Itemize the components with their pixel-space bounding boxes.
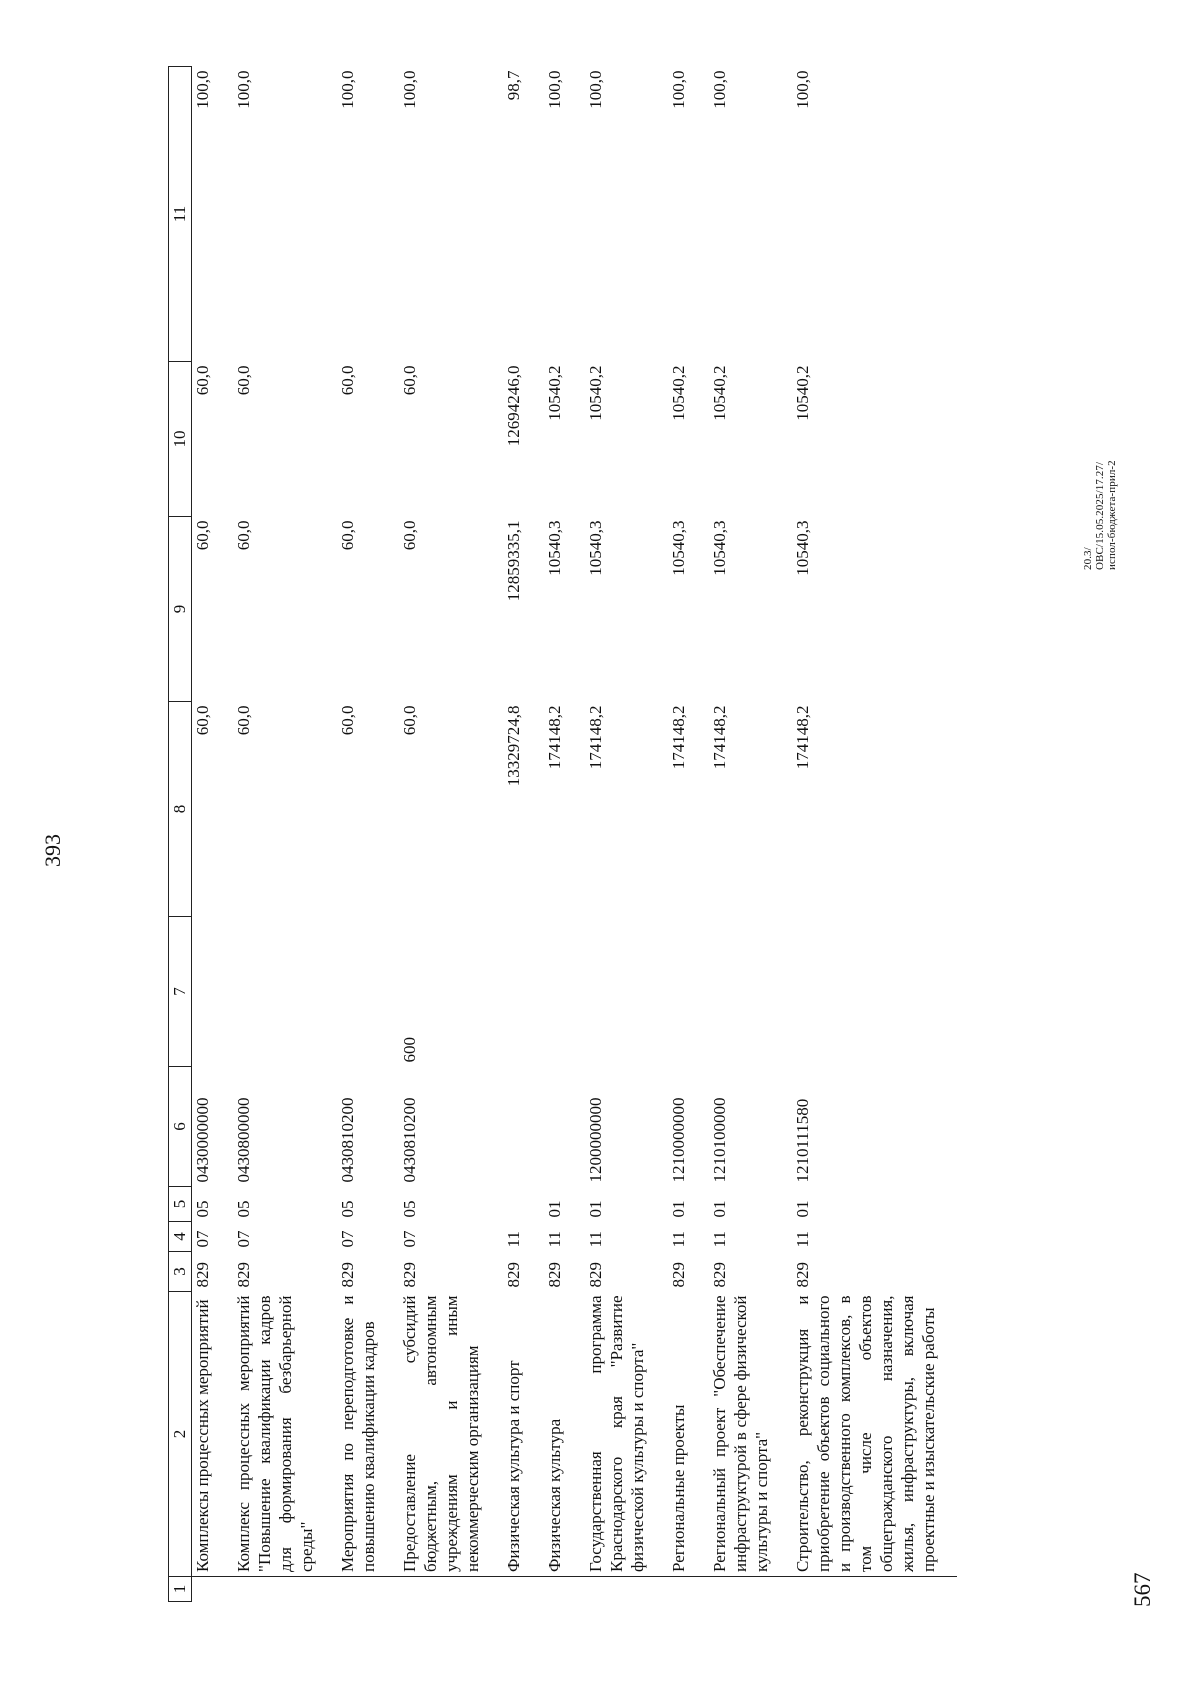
- column-header-11: 11: [169, 67, 192, 362]
- cell-rz: 07: [400, 1230, 419, 1248]
- column-header-9: 9: [169, 517, 192, 702]
- cell-csr: 0430000000: [193, 1097, 212, 1183]
- cell-vr: [666, 917, 707, 1067]
- table-row: [397, 67, 501, 1602]
- cell-ved: 829: [710, 1262, 729, 1288]
- cell-rz: 11: [545, 1231, 564, 1248]
- column-header-10: 10: [169, 362, 192, 517]
- table-row: [583, 67, 666, 1602]
- cell-approved: 174148,2: [793, 705, 812, 770]
- table-row: [790, 67, 957, 1602]
- cell-approved: 60,0: [400, 705, 419, 736]
- cell-ved: 829: [504, 1262, 523, 1288]
- cell-csr: 0430800000: [234, 1097, 253, 1183]
- table-header: [169, 67, 192, 1602]
- cell-ved: 829: [793, 1262, 812, 1288]
- cell-vr: [335, 917, 397, 1067]
- column-header-3: 3: [169, 1252, 192, 1292]
- cell-plan: 10540,3: [710, 520, 729, 576]
- cell-percent: 100,0: [193, 70, 212, 109]
- cell-approved: 174148,2: [669, 705, 688, 770]
- cell-approved: 60,0: [193, 705, 212, 736]
- cell-percent: 100,0: [710, 70, 729, 109]
- cell-vr: [192, 917, 232, 1067]
- column-header-7: 7: [169, 917, 192, 1067]
- cell-csr: [501, 1067, 542, 1187]
- budget-table: [168, 66, 957, 1602]
- table-body: [192, 67, 958, 1602]
- cell-plan: 10540,3: [545, 520, 564, 576]
- cell-col1: [397, 1577, 501, 1602]
- cell-ved: 829: [400, 1262, 419, 1288]
- cell-pr: 01: [710, 1200, 729, 1218]
- page-number-bottom: 567: [1130, 1572, 1155, 1607]
- cell-percent: 100,0: [586, 70, 605, 109]
- cell-name: Комплекс процессных мероприятий "Повышение квалификации кадров для формирования безбарьерной среды": [231, 1292, 335, 1577]
- cell-pr: [501, 1187, 542, 1222]
- cell-pr: 01: [545, 1200, 564, 1218]
- cell-pr: 01: [669, 1200, 688, 1218]
- cell-ved: 829: [669, 1262, 688, 1288]
- table-row: [707, 67, 790, 1602]
- cell-approved: 13329724,8: [504, 705, 523, 787]
- cell-executed: 10540,2: [710, 365, 729, 421]
- cell-csr: 0430810200: [400, 1097, 419, 1183]
- cell-approved: 174148,2: [545, 705, 564, 770]
- cell-rz: 11: [793, 1231, 812, 1248]
- cell-ved: 829: [545, 1262, 564, 1288]
- cell-vr: [231, 917, 335, 1067]
- cell-rz: 07: [193, 1230, 212, 1248]
- table-row: [542, 67, 583, 1602]
- cell-pr: 05: [338, 1200, 357, 1218]
- cell-vr: [790, 917, 957, 1067]
- column-header-5: 5: [169, 1187, 192, 1222]
- cell-ved: 829: [586, 1262, 605, 1288]
- column-header-2: 2: [169, 1292, 192, 1577]
- cell-name: Физическая культура: [542, 1292, 583, 1577]
- cell-name: Государственная программа Краснодарского края "Развитие физической культуры и спорта": [583, 1292, 666, 1577]
- cell-pr: 05: [400, 1200, 419, 1218]
- cell-percent: 100,0: [338, 70, 357, 109]
- cell-ved: 829: [193, 1262, 212, 1288]
- cell-executed: 12694246,0: [504, 365, 523, 447]
- cell-percent: 100,0: [400, 70, 419, 109]
- table-row: [231, 67, 335, 1602]
- cell-rz: 07: [234, 1230, 253, 1248]
- cell-name: Строительство, реконструкция и приобретение объектов социального и производственного комплексов, в том числе объектов общегражданского назначения, жилья, инфраструктуры, включая проектные и изыскательские работы: [790, 1292, 957, 1577]
- cell-executed: 60,0: [193, 365, 212, 396]
- cell-col1: [790, 1577, 957, 1602]
- cell-approved: 60,0: [234, 705, 253, 736]
- cell-csr: 1210000000: [669, 1097, 688, 1183]
- cell-pr: 05: [234, 1200, 253, 1218]
- cell-rz: 11: [669, 1231, 688, 1248]
- cell-name: Предоставление субсидий бюджетным, автономным учреждениям и иным некоммерческим организациям: [397, 1292, 501, 1577]
- cell-csr: 0430810200: [338, 1097, 357, 1183]
- cell-name: Мероприятия по переподготовке и повышению квалификации кадров: [335, 1292, 397, 1577]
- table-row: [192, 67, 232, 1602]
- cell-vr: [542, 917, 583, 1067]
- cell-col1: [542, 1577, 583, 1602]
- cell-executed: 10540,2: [586, 365, 605, 421]
- column-header-4: 4: [169, 1222, 192, 1252]
- cell-plan: 10540,3: [586, 520, 605, 576]
- cell-percent: 100,0: [669, 70, 688, 109]
- cell-col1: [707, 1577, 790, 1602]
- footer-code: 20.3/ОВС/15.05.2025/17.27/испол-бюджета-прил-2: [1082, 460, 1118, 570]
- page-number-top: 393: [40, 834, 65, 867]
- cell-approved: 174148,2: [586, 705, 605, 770]
- cell-plan: 60,0: [338, 520, 357, 551]
- cell-pr: 05: [193, 1200, 212, 1218]
- cell-plan: 60,0: [400, 520, 419, 551]
- cell-plan: 60,0: [234, 520, 253, 551]
- cell-pr: 01: [793, 1200, 812, 1218]
- cell-approved: 60,0: [338, 705, 357, 736]
- cell-col1: [583, 1577, 666, 1602]
- cell-percent: 100,0: [234, 70, 253, 109]
- cell-executed: 60,0: [234, 365, 253, 396]
- cell-plan: 60,0: [193, 520, 212, 551]
- column-header-6: 6: [169, 1067, 192, 1187]
- cell-plan: 10540,3: [669, 520, 688, 576]
- column-header-1: 1: [169, 1577, 192, 1602]
- cell-vr: [501, 917, 542, 1067]
- cell-percent: 98,7: [504, 70, 523, 101]
- cell-vr: [707, 917, 790, 1067]
- table-row: [666, 67, 707, 1602]
- cell-vr: 600: [400, 1037, 419, 1063]
- cell-rz: 07: [338, 1230, 357, 1248]
- column-header-8: 8: [169, 702, 192, 917]
- cell-ved: 829: [234, 1262, 253, 1288]
- cell-percent: 100,0: [545, 70, 564, 109]
- cell-rz: 11: [710, 1231, 729, 1248]
- cell-csr: 1210100000: [710, 1097, 729, 1183]
- cell-csr: 1210111580: [793, 1098, 812, 1183]
- cell-csr: 1200000000: [586, 1097, 605, 1183]
- cell-rz: 11: [586, 1231, 605, 1248]
- cell-executed: 60,0: [338, 365, 357, 396]
- cell-plan: 10540,3: [793, 520, 812, 576]
- table-row: [501, 67, 542, 1602]
- cell-approved: 174148,2: [710, 705, 729, 770]
- cell-col1: [335, 1577, 397, 1602]
- cell-pr: 01: [586, 1200, 605, 1218]
- cell-col1: [666, 1577, 707, 1602]
- cell-executed: 10540,2: [545, 365, 564, 421]
- cell-csr: [542, 1067, 583, 1187]
- cell-plan: 12859335,1: [504, 520, 523, 602]
- cell-vr: [583, 917, 666, 1067]
- table-row: [335, 67, 397, 1602]
- cell-executed: 10540,2: [669, 365, 688, 421]
- cell-col1: [501, 1577, 542, 1602]
- cell-name: Региональный проект "Обеспечение инфраструктурой в сфере физической культуры и спорта": [707, 1292, 790, 1577]
- cell-name: Комплексы процессных мероприятий: [192, 1292, 232, 1577]
- cell-rz: 11: [504, 1231, 523, 1248]
- cell-ved: 829: [338, 1262, 357, 1288]
- cell-executed: 10540,2: [793, 365, 812, 421]
- cell-percent: 100,0: [793, 70, 812, 109]
- cell-name: Физическая культура и спорт: [501, 1292, 542, 1577]
- cell-name: Региональные проекты: [666, 1292, 707, 1577]
- cell-executed: 60,0: [400, 365, 419, 396]
- cell-col1: [192, 1577, 232, 1602]
- cell-col1: [231, 1577, 335, 1602]
